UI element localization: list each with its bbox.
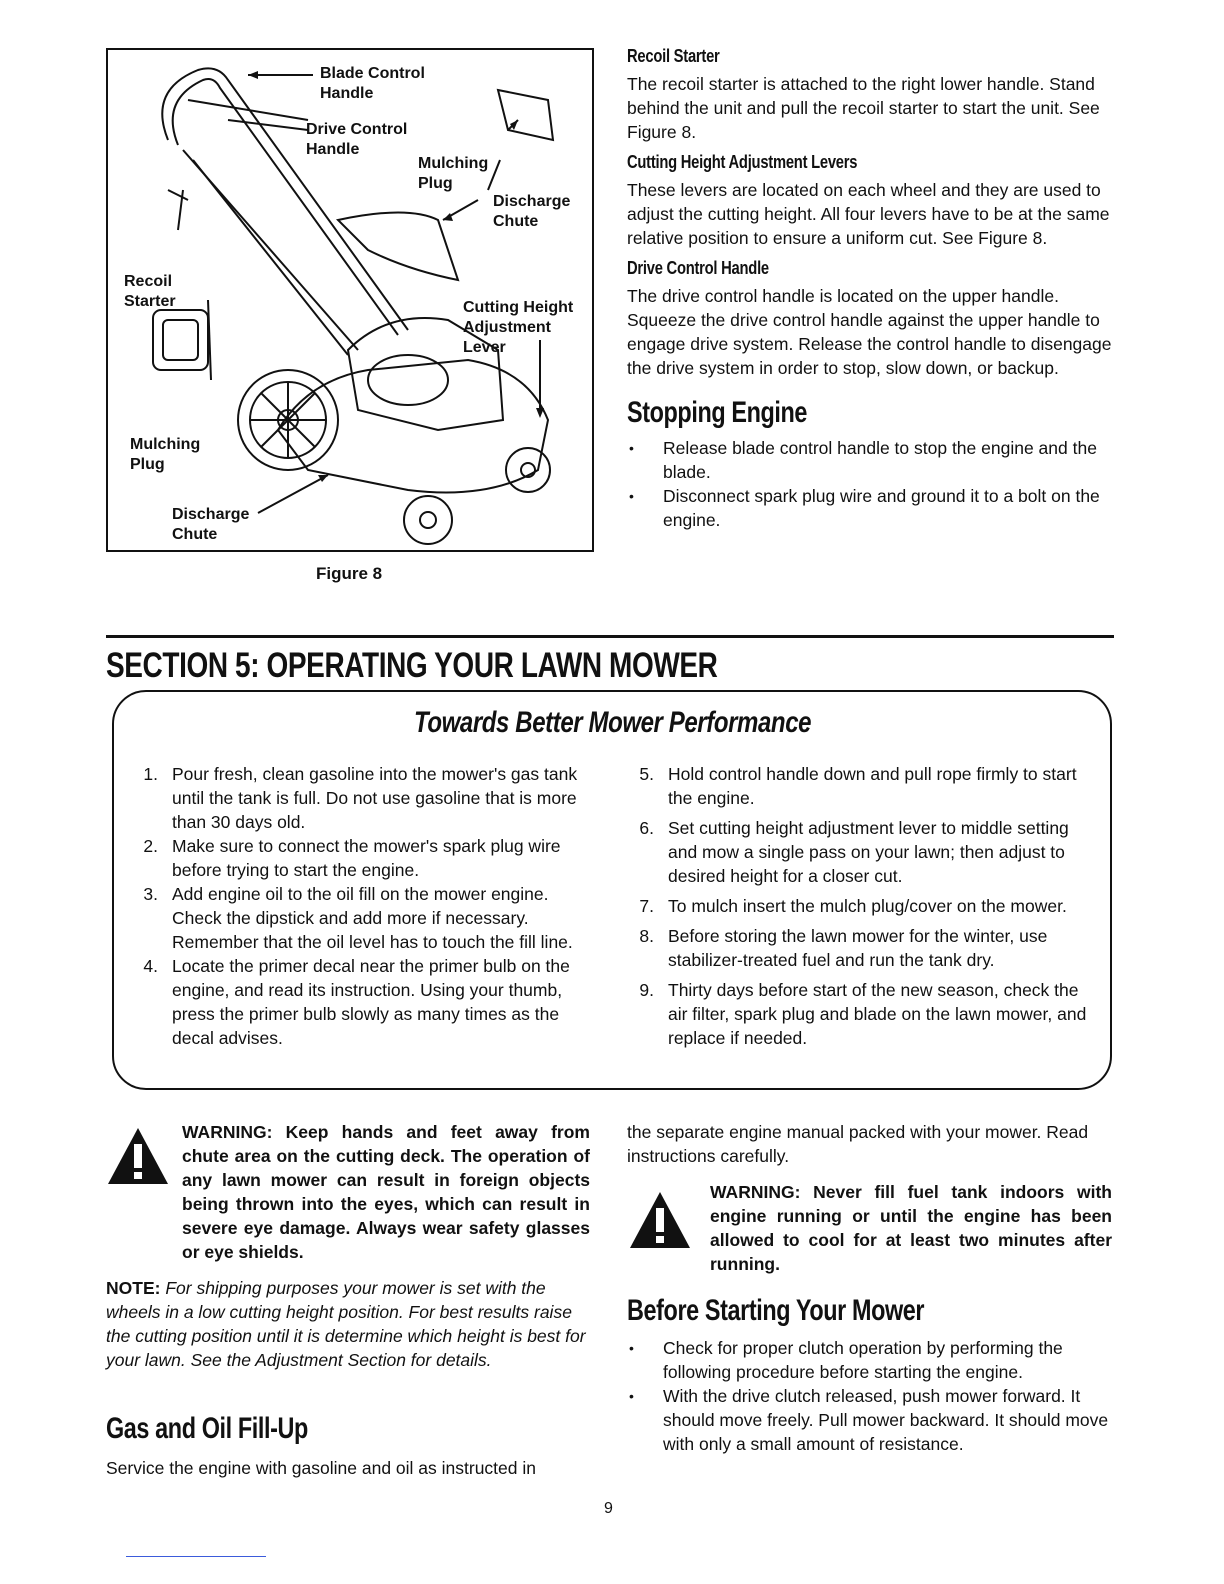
list-item: 5. Hold control handle down and pull rope firmly to start the engine.: [639, 764, 1077, 808]
drive-text: The drive control handle is located on the upper handle. Squeeze the drive control handle against the upper handle to engage drive system. Release the control handle to disengage the drive system in order to stop, slow down, or backup.: [627, 286, 1112, 378]
list-item: 3. Add engine oil to the oil fill on the mower engine. Check the dipstick and add more if necessary. Remember that the oil level has to touch the fill line.: [143, 884, 573, 952]
label-blade-control: Blade Control Handle: [320, 65, 425, 102]
label-mulching-left: Mulching Plug: [130, 436, 201, 473]
label-drive-control: Drive Control Handle: [306, 121, 408, 158]
list-item: • Disconnect spark plug wire and ground it to a bolt on the engine.: [627, 484, 1117, 532]
note-label: NOTE:: [106, 1278, 161, 1298]
cutting-heading: Cutting Height Adjustment Levers: [627, 152, 858, 172]
performance-list-right: [632, 762, 1092, 1050]
warning-icon: [106, 1126, 170, 1186]
label-discharge-top: Discharge Chute: [493, 193, 571, 230]
note-paragraph: [106, 1276, 590, 1372]
list-item: 6. Set cutting height adjustment lever to middle setting and mow a single pass on your lawn; then adjust to desired height for a closer cut.: [639, 818, 1069, 886]
cutting-text: These levers are located on each wheel and they are used to adjust the cutting height. All four levers have to be at the same relative position to ensure a uniform cut. See Figure 8.: [627, 180, 1110, 248]
stopping-list: [627, 436, 1117, 532]
warning-icon: [628, 1190, 692, 1250]
footer-rule: [126, 1556, 266, 1557]
performance-box: [112, 690, 1112, 1090]
figure-8: [106, 48, 594, 552]
before-list: [627, 1336, 1113, 1456]
label-cutting-height: Cutting Height Adjustment Lever: [463, 299, 574, 356]
label-mulching-top: Mulching Plug: [418, 155, 489, 192]
figure-caption: Figure 8: [316, 564, 383, 583]
page-number: 9: [604, 1500, 613, 1517]
list-item: • Check for proper clutch operation by performing the following procedure before starting the engine.: [627, 1336, 1113, 1384]
label-recoil: Recoil Starter: [124, 273, 176, 310]
list-item: • With the drive clutch released, push mower forward. It should move freely. Pull mower backward. It should move with only a small amount of resistance.: [627, 1384, 1113, 1456]
warning-fuel: WARNING: Never fill fuel tank indoors with engine running or until the engine has been allowed to cool for at least two minutes after running.: [710, 1182, 1112, 1274]
continued-text: the separate engine manual packed with your mower. Read instructions carefully.: [627, 1122, 1089, 1166]
recoil-heading: Recoil Starter: [627, 46, 720, 66]
stopping-heading: Stopping Engine: [627, 396, 808, 429]
list-item: 7. To mulch insert the mulch plug/cover on the mower.: [639, 896, 1067, 916]
section-rule: [106, 635, 1114, 638]
list-item: 4. Locate the primer decal near the primer bulb on the engine, and read its instruction. Using your thumb, press the primer bulb slowly as many times as the decal advises.: [143, 956, 570, 1048]
performance-list-left: [136, 762, 596, 1050]
performance-title: Towards Better Mower Performance: [414, 706, 812, 739]
list-item: 9. Thirty days before start of the new season, check the air filter, spark plug and blade on the lawn mower, and replace if needed.: [639, 980, 1087, 1048]
before-heading: Before Starting Your Mower: [627, 1294, 925, 1327]
list-item: • Release blade control handle to stop the engine and the blade.: [627, 436, 1117, 484]
warning-chute: WARNING: Keep hands and feet away from chute area on the cutting deck. The operation of any lawn mower can result in foreign objects being thrown into the eyes, which can result in severe eye damage. Always wear safety glasses or eye shields.: [182, 1122, 590, 1262]
list-item: 8. Before storing the lawn mower for the winter, use stabilizer-treated fuel and run the tank dry.: [639, 926, 1048, 970]
section-title: SECTION 5: OPERATING YOUR LAWN MOWER: [106, 646, 718, 685]
list-item: 2. Make sure to connect the mower's spark plug wire before trying to start the engine.: [143, 836, 561, 880]
list-item: 1. Pour fresh, clean gasoline into the mower's gas tank until the tank is full. Do not use gasoline that is more than 30 days old.: [143, 764, 578, 832]
gas-text: Service the engine with gasoline and oil as instructed in: [106, 1458, 536, 1478]
label-discharge-bottom: Discharge Chute: [172, 506, 250, 543]
right-top-column: [627, 46, 1117, 532]
gas-heading: Gas and Oil Fill-Up: [106, 1412, 308, 1445]
note-text: For shipping purposes your mower is set with the wheels in a low cutting height position. For best results raise the cutting position until it is determine which height is best for your lawn. See the Adjustment Section for details.: [106, 1278, 586, 1370]
recoil-text: The recoil starter is attached to the right lower handle. Stand behind the unit and pull the recoil starter to start the unit. See Figure 8.: [627, 74, 1100, 142]
drive-heading: Drive Control Handle: [627, 258, 769, 278]
